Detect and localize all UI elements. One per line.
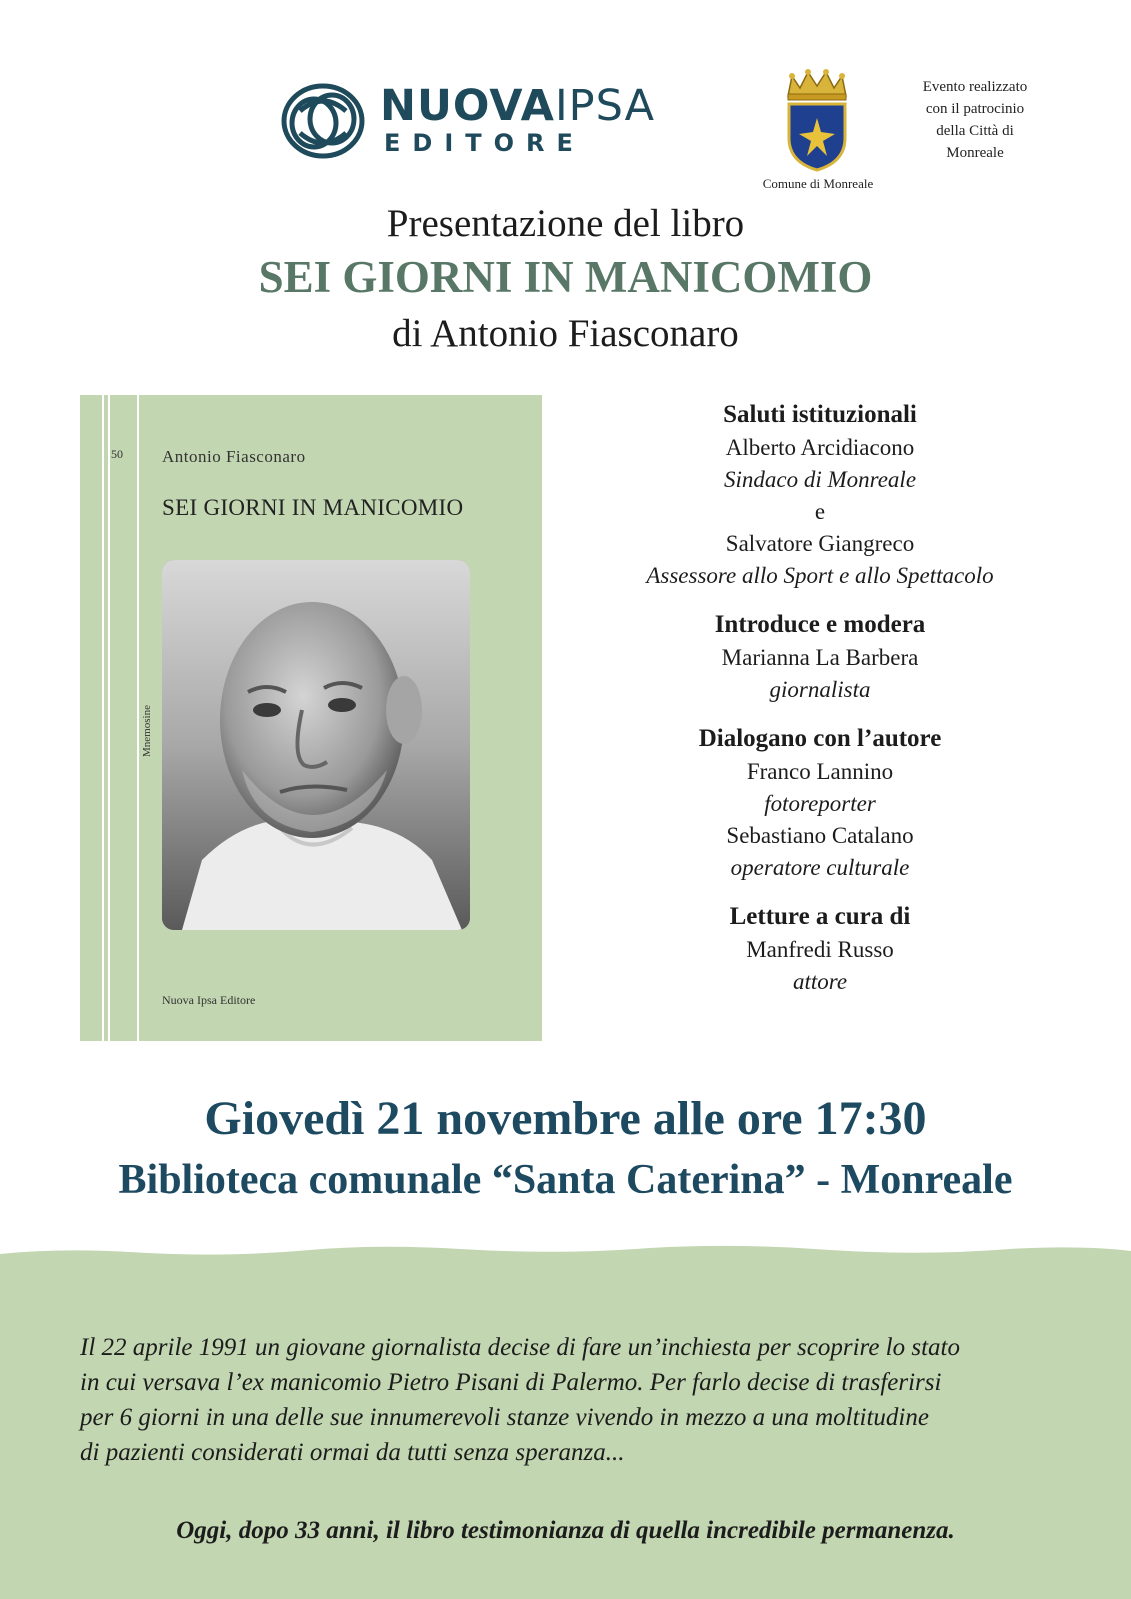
cover-publisher: Nuova Ipsa Editore (162, 993, 256, 1007)
speaker-role: operatore culturale (730, 855, 910, 880)
cover-author: Antonio Fiasconaro (162, 447, 306, 466)
cover-series-name: Mnemosine (141, 705, 153, 757)
speaker-name: Marianna La Barbera (721, 645, 919, 670)
book-title: SEI GIORNI IN MANICOMIO (258, 252, 873, 302)
greetings-heading: Saluti istituzionali (723, 401, 917, 428)
event-date: Giovedì 21 novembre alle ore 17:30 (204, 1092, 927, 1145)
speaker-name: Alberto Arcidiacono (725, 435, 915, 460)
readings-heading: Letture a cura di (729, 903, 911, 930)
presentation-heading: Presentazione del libro (386, 202, 745, 245)
intertwined-rings-logo-icon (280, 81, 366, 161)
closing-statement: Oggi, dopo 33 anni, il libro testimonianza di quella incredibile permanenza. (176, 1517, 955, 1544)
event-venue: Biblioteca comunale “Santa Caterina” - Monreale (118, 1157, 1013, 1203)
patronage-note: Evento realizzato con il patrocinio della Città di Monreale (922, 79, 1028, 161)
publisher-logo (280, 78, 700, 168)
cover-portrait-photo (162, 560, 470, 930)
cover-title: SEI GIORNI IN MANICOMIO (162, 495, 464, 520)
moderator-heading: Introduce e modera (714, 611, 926, 638)
book-cover (80, 395, 542, 1041)
speaker-role: attore (792, 969, 848, 994)
cover-series-number: 50 (111, 447, 123, 461)
speaker-name: Salvatore Giangreco (725, 531, 915, 556)
crest-label: Comune di Monreale (762, 176, 874, 191)
speaker-role: Sindaco di Monreale (723, 467, 917, 492)
speaker-role: Assessore allo Sport e allo Spettacolo (646, 563, 994, 588)
publisher-subtitle: EDITORE (384, 129, 585, 157)
speaker-name: Manfredi Russo (746, 937, 894, 962)
event-program (620, 398, 1020, 998)
conjunction: e (814, 499, 826, 524)
speaker-role: fotoreporter (764, 791, 876, 816)
author-line: di Antonio Fiasconaro (392, 312, 739, 355)
spine-line (108, 395, 110, 1041)
dialogue-heading: Dialogano con l’autore (698, 725, 942, 752)
monreale-crest-icon (782, 66, 852, 172)
speaker-name: Franco Lannino (746, 759, 894, 784)
speaker-role: giornalista (769, 677, 871, 702)
synopsis-text: Il 22 aprile 1991 un giovane giornalista decise di fare un’inchiesta per scoprire lo stato in cui versava l’ex manicomio Pietro Pisani di Palermo. Per farlo decise di trasferirsi per 6 giorni in una delle sue innumerevoli stanze vivendo in mezzo a una moltitudine di pazienti considerati ormai da tutti senza speranza... (80, 1334, 960, 1466)
speaker-name: Sebastiano Catalano (726, 823, 914, 848)
portrait-illustration (162, 560, 470, 930)
spine-line (102, 395, 104, 1041)
spine-line (137, 395, 139, 1041)
publisher-name: NUOVAIPSA (380, 81, 656, 131)
